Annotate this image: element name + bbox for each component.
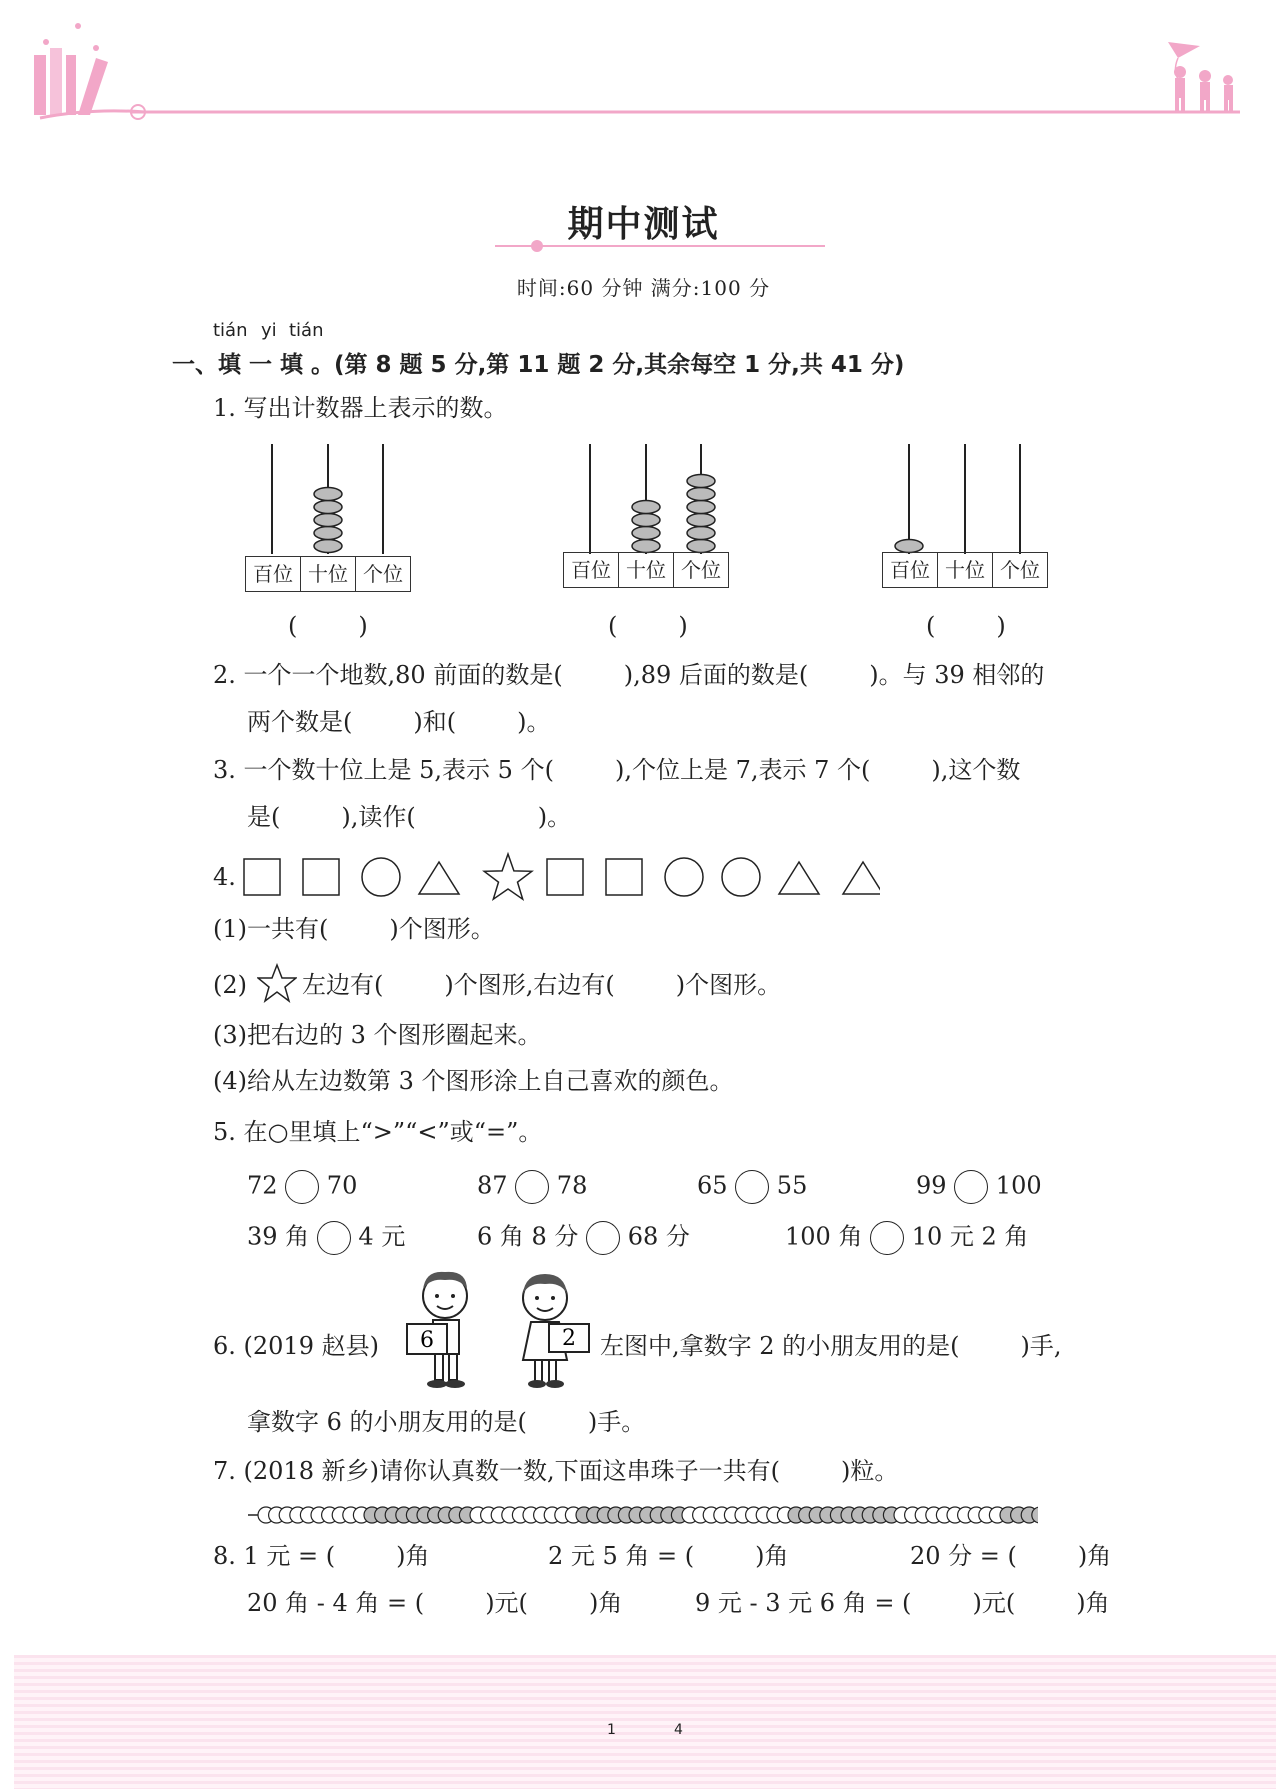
answer-blank-2[interactable]: ( ) bbox=[608, 612, 688, 640]
compare-circle-input[interactable] bbox=[735, 1170, 769, 1204]
compare-left: 6 角 8 分 bbox=[477, 1222, 587, 1251]
compare-right: 78 bbox=[549, 1171, 588, 1200]
question-8-item3: 20 分 = ( )角 bbox=[910, 1542, 1112, 1570]
label-tens: 十位 bbox=[938, 553, 993, 587]
compare-left: 100 角 bbox=[785, 1222, 871, 1251]
compare-circle-input[interactable] bbox=[317, 1221, 351, 1255]
compare-left: 39 角 bbox=[247, 1222, 317, 1251]
question-6-prefix: 6. (2019 赵县) bbox=[213, 1332, 379, 1360]
question-4-prefix: 4. bbox=[213, 863, 236, 891]
abacus-bead bbox=[687, 488, 715, 501]
compare-item bbox=[477, 1170, 587, 1204]
circle-shape bbox=[362, 858, 400, 896]
square-shape bbox=[303, 859, 339, 895]
question-2-line2: 两个数是( )和( )。 bbox=[247, 708, 551, 736]
triangle-shape bbox=[419, 862, 459, 894]
label-tens: 十位 bbox=[301, 557, 356, 591]
compare-item bbox=[785, 1221, 1028, 1255]
abacus-2 bbox=[563, 440, 731, 598]
children-kite-icon bbox=[1168, 42, 1233, 112]
answer-blank-3[interactable]: ( ) bbox=[926, 612, 1006, 640]
square-shape bbox=[547, 859, 583, 895]
abacus-rods bbox=[882, 440, 1050, 558]
compare-left: 87 bbox=[477, 1171, 516, 1200]
abacus-bead bbox=[687, 527, 715, 540]
compare-item bbox=[916, 1170, 1042, 1204]
compare-item bbox=[477, 1221, 690, 1255]
pinyin-3: tián bbox=[289, 320, 324, 341]
question-6-line2: 拿数字 6 的小朋友用的是( )手。 bbox=[247, 1408, 646, 1436]
compare-circle-input[interactable] bbox=[285, 1170, 319, 1204]
header-decoration bbox=[0, 0, 1287, 140]
page-number-right: 4 bbox=[674, 1722, 683, 1738]
square-shape bbox=[606, 859, 642, 895]
label-hundreds: 百位 bbox=[564, 553, 619, 587]
question-7: 7. (2018 新乡)请你认真数一数,下面这串珠子一共有( )粒。 bbox=[213, 1457, 899, 1485]
abacus-bead bbox=[632, 540, 660, 553]
boy-holding-6-icon bbox=[405, 1268, 485, 1392]
exam-meta: 时间:60 分钟 满分:100 分 bbox=[516, 276, 771, 300]
compare-circle-input[interactable] bbox=[954, 1170, 988, 1204]
question-2-line1: 2. 一个一个地数,80 前面的数是( ),89 后面的数是( )。与 39 相邻的 bbox=[213, 661, 1045, 689]
question-8-item4: 20 角 - 4 角 = ( )元( )角 bbox=[247, 1589, 623, 1617]
abacus-bead bbox=[687, 475, 715, 488]
triangle-shape bbox=[779, 862, 819, 894]
answer-blank-1[interactable]: ( ) bbox=[288, 612, 368, 640]
abacus-1 bbox=[245, 440, 413, 598]
label-ones: 个位 bbox=[363, 562, 403, 586]
question-4-sub4: (4)给从左边数第 3 个图形涂上自己喜欢的颜色。 bbox=[213, 1067, 734, 1095]
abacus-bead bbox=[687, 514, 715, 527]
compare-left: 72 bbox=[247, 1171, 286, 1200]
abacus-bead bbox=[687, 501, 715, 514]
star-icon bbox=[257, 963, 297, 1003]
boy-number: 6 bbox=[420, 1328, 434, 1353]
question-3-line2: 是( ),读作( )。 bbox=[247, 803, 572, 831]
abacus-bead bbox=[895, 540, 923, 553]
abacus-bead bbox=[314, 540, 342, 553]
label-hundreds: 百位 bbox=[883, 553, 938, 587]
question-8-item2: 2 元 5 角 = ( )角 bbox=[548, 1542, 789, 1570]
abacus-bead bbox=[632, 501, 660, 514]
square-shape bbox=[244, 859, 280, 895]
shape-row bbox=[240, 850, 880, 904]
compare-left: 65 bbox=[697, 1171, 736, 1200]
title-underline bbox=[495, 236, 825, 256]
books-logo-icon bbox=[34, 23, 145, 119]
question-1: 1. 写出计数器上表示的数。 bbox=[213, 394, 508, 422]
circle-shape bbox=[722, 858, 760, 896]
label-hundreds: 百位 bbox=[246, 557, 301, 591]
compare-circle-input[interactable] bbox=[586, 1221, 620, 1255]
place-value-labels bbox=[563, 552, 729, 588]
compare-item bbox=[247, 1221, 405, 1255]
abacus-bead bbox=[632, 514, 660, 527]
abacus-rods bbox=[563, 440, 731, 558]
question-6-line1: 左图中,拿数字 2 的小朋友用的是( )手, bbox=[600, 1332, 1062, 1360]
question-8-item1: 8. 1 元 = ( )角 bbox=[213, 1542, 430, 1570]
question-8-item5: 9 元 - 3 元 6 角 = ( )元( )角 bbox=[695, 1589, 1110, 1617]
question-3-line1: 3. 一个数十位上是 5,表示 5 个( ),个位上是 7,表示 7 个( ),这个数 bbox=[213, 756, 1021, 784]
compare-circle-input[interactable] bbox=[515, 1170, 549, 1204]
bead-string bbox=[248, 1503, 1038, 1527]
star-shape bbox=[484, 854, 532, 899]
pinyin-1: tián bbox=[213, 320, 248, 341]
question-4-sub1: (1)一共有( )个图形。 bbox=[213, 915, 495, 943]
question-4-sub3: (3)把右边的 3 个图形圈起来。 bbox=[213, 1021, 542, 1049]
place-value-labels bbox=[882, 552, 1048, 588]
question-5: 5. 在○里填上“>”“<”或“=”。 bbox=[213, 1118, 543, 1146]
page-number-left: 1 bbox=[607, 1722, 616, 1738]
compare-right: 68 分 bbox=[620, 1222, 690, 1251]
abacus-bead bbox=[632, 527, 660, 540]
abacus-bead bbox=[314, 488, 342, 501]
compare-right: 70 bbox=[319, 1171, 358, 1200]
question-4-sub2-prefix: (2) bbox=[213, 971, 247, 999]
abacus-bead bbox=[314, 501, 342, 514]
girl-number: 2 bbox=[562, 1326, 576, 1351]
abacus-3 bbox=[882, 440, 1050, 598]
abacus-bead bbox=[314, 527, 342, 540]
footer-band bbox=[14, 1655, 1276, 1789]
compare-right: 4 元 bbox=[350, 1222, 406, 1251]
triangle-shape bbox=[843, 862, 880, 894]
compare-right: 55 bbox=[769, 1171, 808, 1200]
compare-right: 10 元 2 角 bbox=[904, 1222, 1029, 1251]
question-4-sub2: 左边有( )个图形,右边有( )个图形。 bbox=[302, 971, 782, 999]
circle-shape bbox=[665, 858, 703, 896]
abacus-bead bbox=[314, 514, 342, 527]
compare-right: 100 bbox=[988, 1171, 1042, 1200]
abacus-rods bbox=[245, 440, 413, 558]
label-ones: 个位 bbox=[1000, 558, 1040, 582]
girl-holding-2-icon bbox=[505, 1268, 590, 1392]
label-tens: 十位 bbox=[619, 553, 674, 587]
page-title: 期中测试 bbox=[567, 203, 720, 245]
place-value-labels bbox=[245, 556, 411, 592]
compare-left: 99 bbox=[916, 1171, 955, 1200]
compare-item bbox=[697, 1170, 807, 1204]
pinyin-2: yi bbox=[261, 320, 277, 341]
label-ones: 个位 bbox=[681, 558, 721, 582]
abacus-bead bbox=[687, 540, 715, 553]
compare-item bbox=[247, 1170, 357, 1204]
compare-circle-input[interactable] bbox=[870, 1221, 904, 1255]
section-heading: 一、填 一 填 。(第 8 题 5 分,第 11 题 2 分,其余每空 1 分,共 41 分) bbox=[172, 352, 905, 378]
